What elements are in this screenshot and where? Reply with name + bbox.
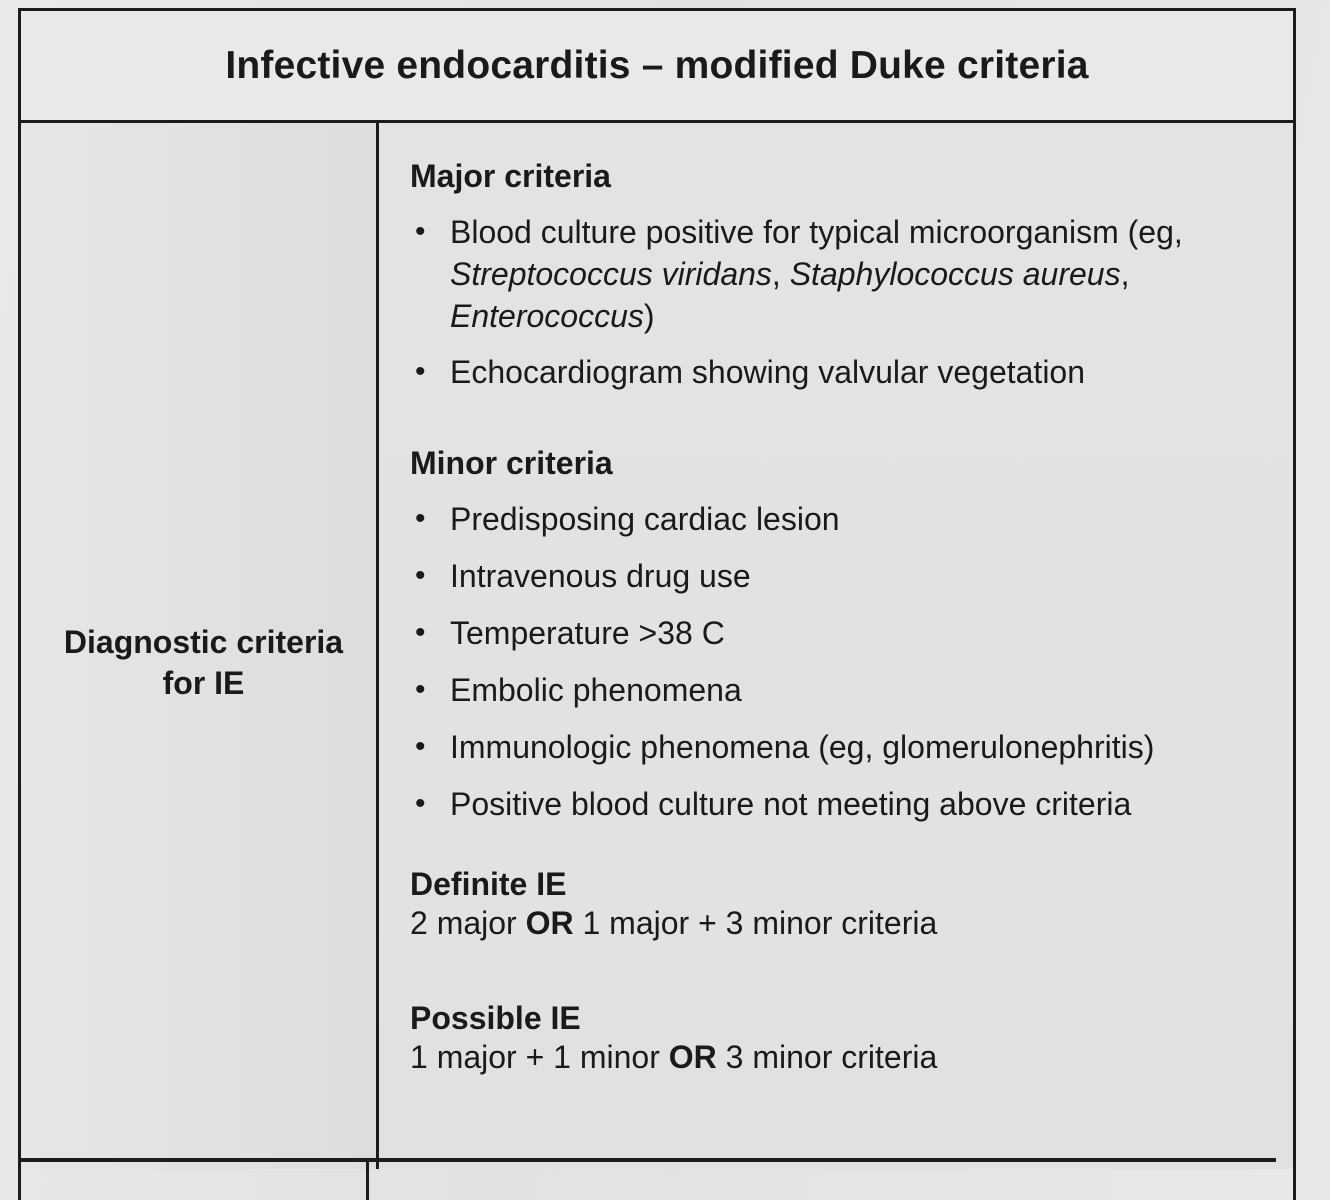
minor-criteria-heading: Minor criteria xyxy=(410,445,613,481)
row-label: Diagnostic criteria for IE xyxy=(63,624,344,701)
next-row-border xyxy=(20,1158,1276,1162)
bullet-icon: • xyxy=(415,673,426,706)
minor-criteria-section xyxy=(410,444,1293,825)
minor-criteria-text: Immunologic phenomena (eg, glomerulonephritis) xyxy=(450,729,1155,765)
definite-ie-section xyxy=(410,865,1293,943)
possible-ie-rule: 1 major + 1 minor OR 3 minor criteria xyxy=(410,1039,938,1075)
next-row-divider xyxy=(366,1160,369,1200)
minor-criteria-text: Predisposing cardiac lesion xyxy=(450,501,840,537)
table-title-row xyxy=(21,11,1293,123)
bullet-icon: • xyxy=(415,355,426,388)
minor-criteria-list xyxy=(410,498,1293,825)
major-criteria-heading: Major criteria xyxy=(410,158,611,194)
definite-ie-heading: Definite IE xyxy=(410,866,567,902)
minor-criteria-item xyxy=(410,498,1293,540)
minor-criteria-item xyxy=(410,726,1293,768)
major-criteria-item xyxy=(410,351,1293,393)
bullet-icon: • xyxy=(415,502,426,535)
criteria-table xyxy=(18,8,1296,1200)
bullet-icon: • xyxy=(415,787,426,820)
bullet-icon: • xyxy=(415,616,426,649)
criteria-cell xyxy=(379,123,1293,1169)
major-criteria-text: Blood culture positive for typical microorganism (eg, Streptococcus viridans, Staphylococcus aureus, Enterococcus) xyxy=(450,214,1183,334)
possible-ie-section xyxy=(410,999,1293,1077)
minor-criteria-text: Temperature >38 C xyxy=(450,615,725,651)
minor-criteria-item xyxy=(410,555,1293,597)
minor-criteria-text: Intravenous drug use xyxy=(450,558,751,594)
bullet-icon: • xyxy=(415,215,426,248)
major-criteria-item xyxy=(410,211,1293,337)
minor-criteria-item xyxy=(410,669,1293,711)
minor-criteria-item xyxy=(410,612,1293,654)
bullet-icon: • xyxy=(415,559,426,592)
minor-criteria-text: Embolic phenomena xyxy=(450,672,742,708)
minor-criteria-text: Positive blood culture not meeting above criteria xyxy=(450,786,1132,822)
major-criteria-text: Echocardiogram showing valvular vegetation xyxy=(450,354,1086,390)
major-criteria-list xyxy=(410,211,1293,393)
row-label-cell xyxy=(21,123,379,1169)
table-title: Infective endocarditis – modified Duke criteria xyxy=(225,43,1089,87)
minor-criteria-item xyxy=(410,783,1293,825)
possible-ie-heading: Possible IE xyxy=(410,1000,581,1036)
bullet-icon: • xyxy=(415,730,426,763)
definite-ie-rule: 2 major OR 1 major + 3 minor criteria xyxy=(410,905,938,941)
major-criteria-section xyxy=(410,157,1293,393)
